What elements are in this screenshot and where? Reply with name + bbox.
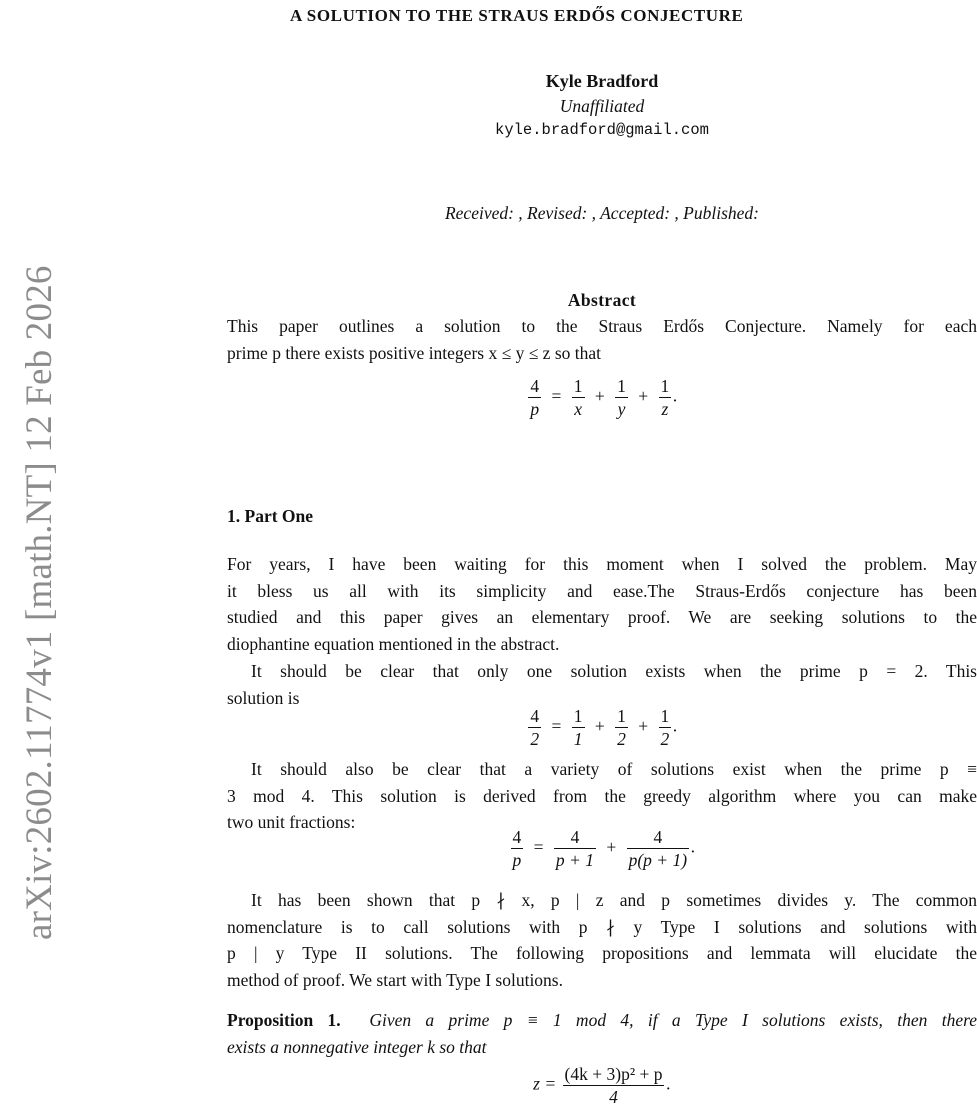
text-line: nomenclature is to call solutions with p ∤ y Type I solutions and solutions with <box>227 916 977 937</box>
equation-proposition <box>227 1063 977 1108</box>
denominator: 1 <box>573 729 583 749</box>
author-block <box>227 68 977 142</box>
period: . <box>673 385 678 406</box>
fraction <box>615 375 628 420</box>
equation-p2 <box>227 705 977 750</box>
equals-sign: = <box>551 715 562 736</box>
numerator: 1 <box>617 706 626 726</box>
numerator: 4 <box>627 826 689 849</box>
denominator: y <box>617 399 626 419</box>
paragraph-p4 <box>227 887 977 993</box>
paper-title: A SOLUTION TO THE STRAUS ERDŐS CONJECTURE <box>290 6 744 25</box>
numerator: 4 <box>554 826 596 849</box>
text-line: solution is <box>227 687 300 708</box>
fraction <box>528 375 541 420</box>
fraction <box>659 705 672 750</box>
text-line <box>227 1007 977 1034</box>
section-heading: 1. Part One <box>227 506 314 526</box>
text-line: diophantine equation mentioned in the abstract. <box>227 633 560 654</box>
numerator: 4 <box>512 827 522 847</box>
numerator: 1 <box>660 706 670 726</box>
text-line: exists a nonnegative integer k so that <box>227 1036 487 1057</box>
fraction <box>572 705 585 750</box>
text-line: 3 mod 4. This solution is derived from the greedy algorithm where you can make <box>227 785 977 806</box>
denominator: p(p + 1) <box>628 850 688 870</box>
equation-p3 <box>227 826 977 871</box>
period: . <box>673 715 678 736</box>
paragraph-p3 <box>227 756 977 836</box>
denominator: 2 <box>660 729 670 749</box>
denominator: z <box>661 399 669 419</box>
denominator: 2 <box>617 729 626 749</box>
numerator: 4 <box>530 376 540 396</box>
arxiv-identifier: arXiv:2602.11774v1 [math.NT] 12 Feb 2026 <box>19 265 60 940</box>
proposition-label: Proposition 1. <box>227 1010 341 1030</box>
author-name: Kyle Bradford <box>545 71 659 91</box>
abstract-line: prime p there exists positive integers x ≤ y ≤ z so that <box>227 342 601 363</box>
fraction <box>627 826 689 871</box>
publication-dates: Received: , Revised: , Accepted: , Published: <box>444 203 760 223</box>
denominator: 4 <box>609 1087 618 1107</box>
numerator: 1 <box>573 376 583 396</box>
fraction <box>572 375 585 420</box>
numerator: 1 <box>660 376 670 396</box>
text-line: it bless us all with its simplicity and ease.The Straus-Erdős conjecture has been <box>227 580 977 601</box>
author-email[interactable]: kyle.bradford@gmail.com <box>495 121 709 139</box>
paragraph-intro <box>227 551 977 657</box>
equals-sign: = <box>533 836 544 857</box>
fraction <box>563 1063 665 1108</box>
fraction <box>511 826 524 871</box>
plus-sign: + <box>606 836 617 857</box>
fraction <box>554 826 596 871</box>
period: . <box>691 836 696 857</box>
denominator: x <box>574 399 583 419</box>
fraction <box>615 705 628 750</box>
denominator: p <box>530 399 540 419</box>
abstract-line: This paper outlines a solution to the Straus Erdős Conjecture. Namely for each <box>227 316 977 336</box>
plus-sign: + <box>594 385 605 406</box>
abstract-text <box>227 313 977 366</box>
text-line: It should be clear that only one solution exists when the prime p = 2. This <box>251 661 977 681</box>
text-line: studied and this paper gives an elementary proof. We are seeking solutions to the <box>227 607 977 627</box>
equation-lhs: z = <box>533 1073 557 1094</box>
plus-sign: + <box>594 715 605 736</box>
denominator: 2 <box>530 729 540 749</box>
equals-sign: = <box>551 385 562 406</box>
proposition-text: Given a prime p ≡ 1 mod 4, if a Type I solutions exists, then there <box>369 1010 977 1030</box>
paragraph-p2 <box>227 658 977 711</box>
period: . <box>666 1073 671 1094</box>
numerator: (4k + 3)p² + p <box>564 1064 663 1084</box>
abstract-heading: Abstract <box>567 290 637 310</box>
text-line: p | y Type II solutions. The following propositions and lemmata will elucidate the <box>227 943 977 963</box>
author-affiliation: Unaffiliated <box>559 96 645 116</box>
proposition-1 <box>227 1007 977 1060</box>
numerator: 4 <box>530 706 540 726</box>
abstract-equation <box>227 375 977 420</box>
fraction <box>659 375 672 420</box>
text-line: two unit fractions: <box>227 812 356 832</box>
plus-sign: + <box>638 385 649 406</box>
numerator: 1 <box>573 706 583 726</box>
denominator: p + 1 <box>555 850 594 870</box>
fraction <box>528 705 541 750</box>
text-line: For years, I have been waiting for this moment when I solved the problem. May <box>227 554 977 574</box>
text-line: It should also be clear that a variety of solutions exist when the prime p ≡ <box>251 759 977 779</box>
denominator: p <box>512 850 522 870</box>
plus-sign: + <box>638 715 649 736</box>
text-line: method of proof. We start with Type I solutions. <box>227 969 563 990</box>
numerator: 1 <box>617 376 626 396</box>
text-line: It has been shown that p ∤ x, p | z and p sometimes divides y. The common <box>251 890 977 910</box>
arxiv-stamp <box>0 0 60 1120</box>
